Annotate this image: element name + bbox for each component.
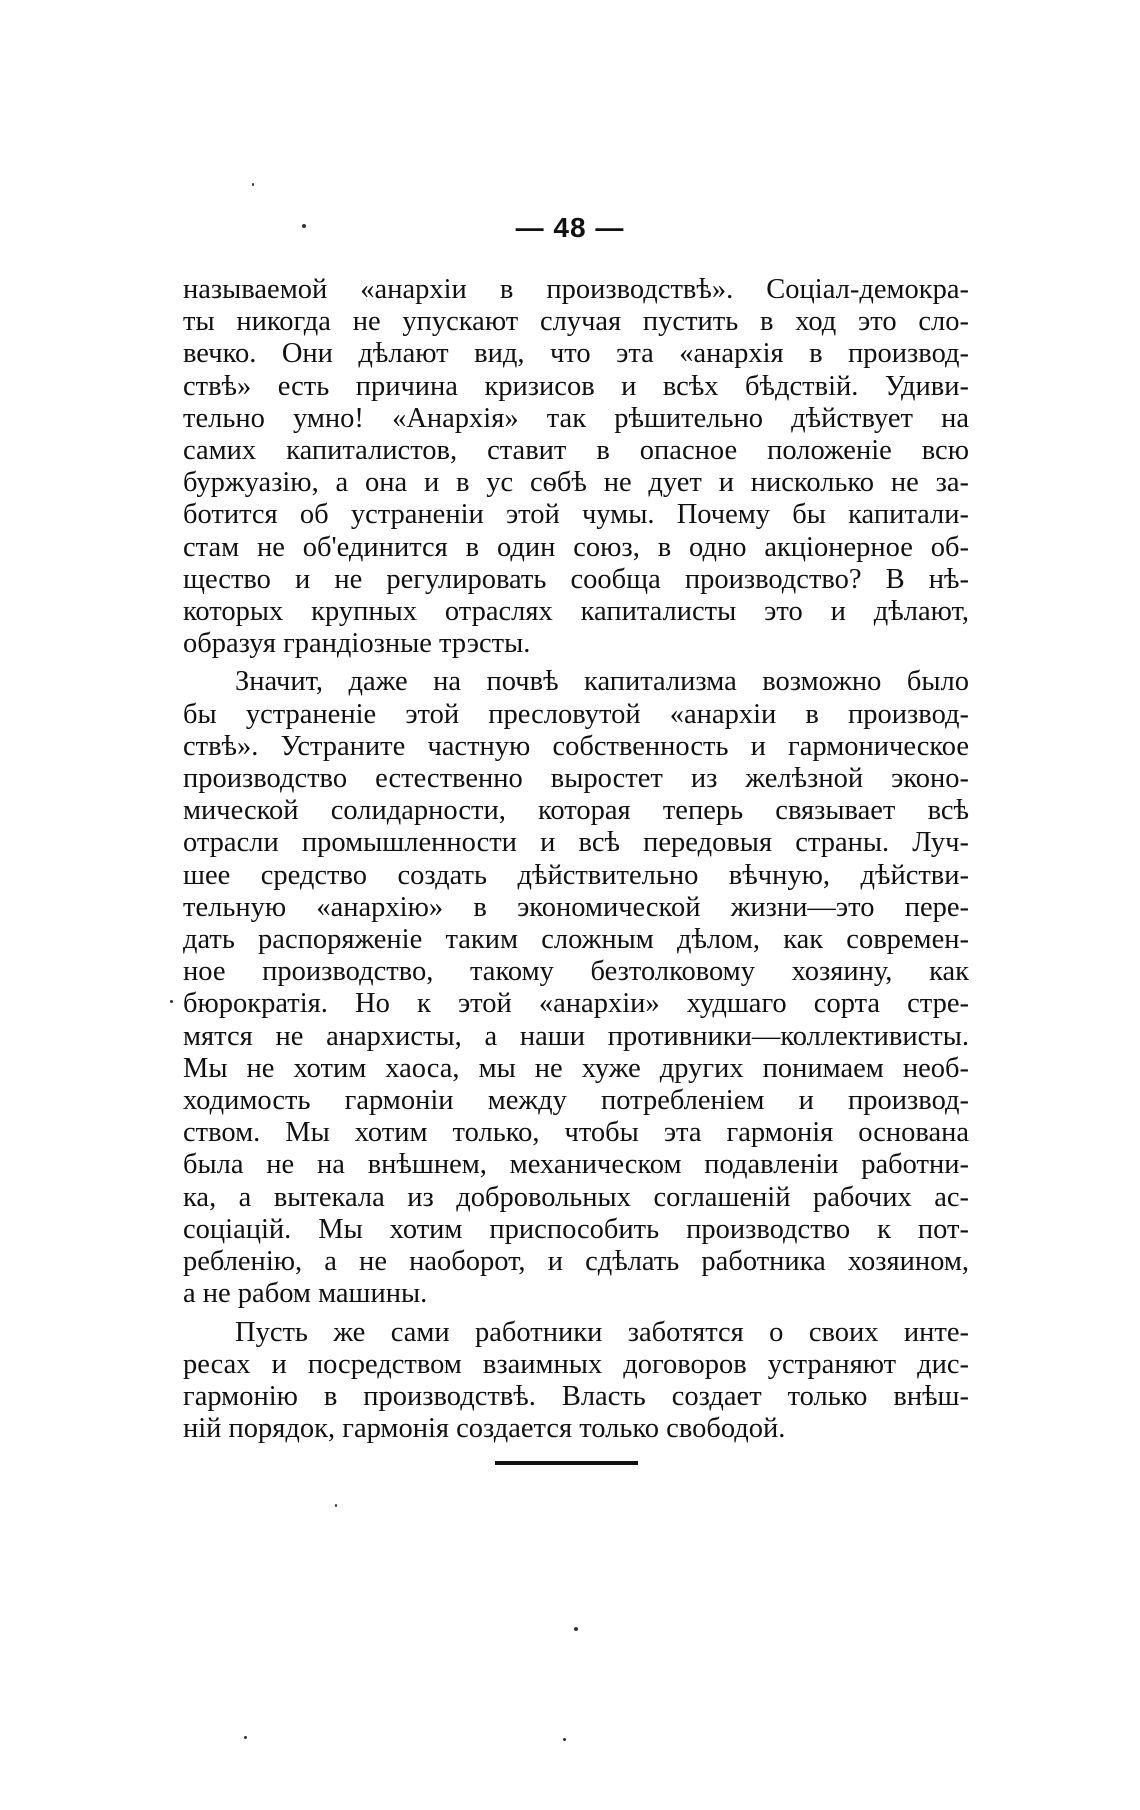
print-speck [574,1627,578,1631]
page-number: — 48 — [515,212,625,243]
text-line: ка, а вытекала из добровольных соглашеній рабочих ас- [183,1181,969,1213]
text-line: бы устраненіе этой пресловутой «анархіи в производ- [183,698,969,730]
print-speck [244,1736,247,1739]
text-line: ствѣ». Устраните частную собственность и гармоническое [183,730,969,762]
print-speck [302,224,306,228]
text-line: отрасли промышленности и всѣ передовыя страны. Луч- [183,827,969,859]
body-text [183,274,969,1451]
print-speck [252,183,254,186]
text-line: гармонію в производствѣ. Власть создает только внѣш- [183,1380,969,1412]
text-line: Значит, даже на почвѣ капитализма возможно было [235,666,969,698]
print-speck [170,1000,173,1003]
print-speck [335,1504,337,1507]
print-speck [563,1738,566,1741]
paragraph-2 [183,666,969,1310]
end-rule [495,1461,638,1465]
text-line: Мы не хотим хаоса, мы не хуже других понимаем необ- [183,1052,969,1084]
text-line: мической солидарности, которая теперь связывает всѣ [183,795,969,827]
text-line: ребленію, а не наоборот, и сдѣлать работника хозяином, [183,1246,969,1278]
text-line: стам не об'единится в один союз, в одно акціонерное об- [183,531,969,563]
text-line: тельно умно! «Анархія» так рѣшительно дѣйствует на [183,402,969,434]
text-line: которых крупных отраслях капиталисты это и дѣлают, [183,596,969,628]
paragraph-3 [183,1317,969,1446]
text-line: ством. Мы хотим только, чтобы эта гармонія основана [183,1117,969,1149]
text-line: самих капиталистов, ставит в опасное положеніе всю [183,435,969,467]
text-line: а не рабом машины. [183,1278,428,1310]
text-line: называемой «анархіи в производствѣ». Соціал-демокра- [183,274,969,305]
text-line: была не на внѣшнем, механическом подавленіи работни- [183,1149,969,1181]
text-line: ты никогда не упускают случая пустить в ход это сло- [183,306,969,338]
text-line: ствѣ» есть причина кризисов и всѣх бѣдствій. Удиви- [183,370,969,402]
text-line: ній порядок, гармонія создается только свободой. [183,1413,786,1445]
text-line: образуя грандіозные трэсты. [183,628,531,660]
text-line: шее средство создать дѣйствительно вѣчную, дѣйстви- [183,859,969,891]
text-line: буржуазію, а она и в ус сѳбѣ не дует и нисколько не за- [183,467,969,499]
text-line: вечко. Они дѣлают вид, что эта «анархія в производ- [183,338,969,370]
text-line: ресах и посредством взаимных договоров устраняют дис- [183,1348,969,1380]
text-line: тельную «анархію» в экономической жизни—это пере- [183,891,969,923]
text-line: ботится об устраненіи этой чумы. Почему бы капитали- [183,499,969,531]
text-line: ходимость гармоніи между потребленіем и производ- [183,1085,969,1117]
text-line: мятся не анархисты, а наши противники—коллективисты. [183,1020,969,1052]
paragraph-1 [183,274,969,660]
text-line: Пусть же сами работники заботятся о своих инте- [235,1316,969,1348]
text-line: соціацій. Мы хотим приспособить производство к пот- [183,1213,969,1245]
text-line: щество и не регулировать сообща производство? В нѣ- [183,563,969,595]
text-line: дать распоряженіе таким сложным дѣлом, как современ- [183,924,969,956]
text-line: бюрократія. Но к этой «анархіи» худшаго сорта стре- [183,988,969,1020]
text-line: производство естественно выростет из желѣзной эконо- [183,763,969,795]
text-line: ное производство, такому безтолковому хозяину, как [183,956,969,988]
